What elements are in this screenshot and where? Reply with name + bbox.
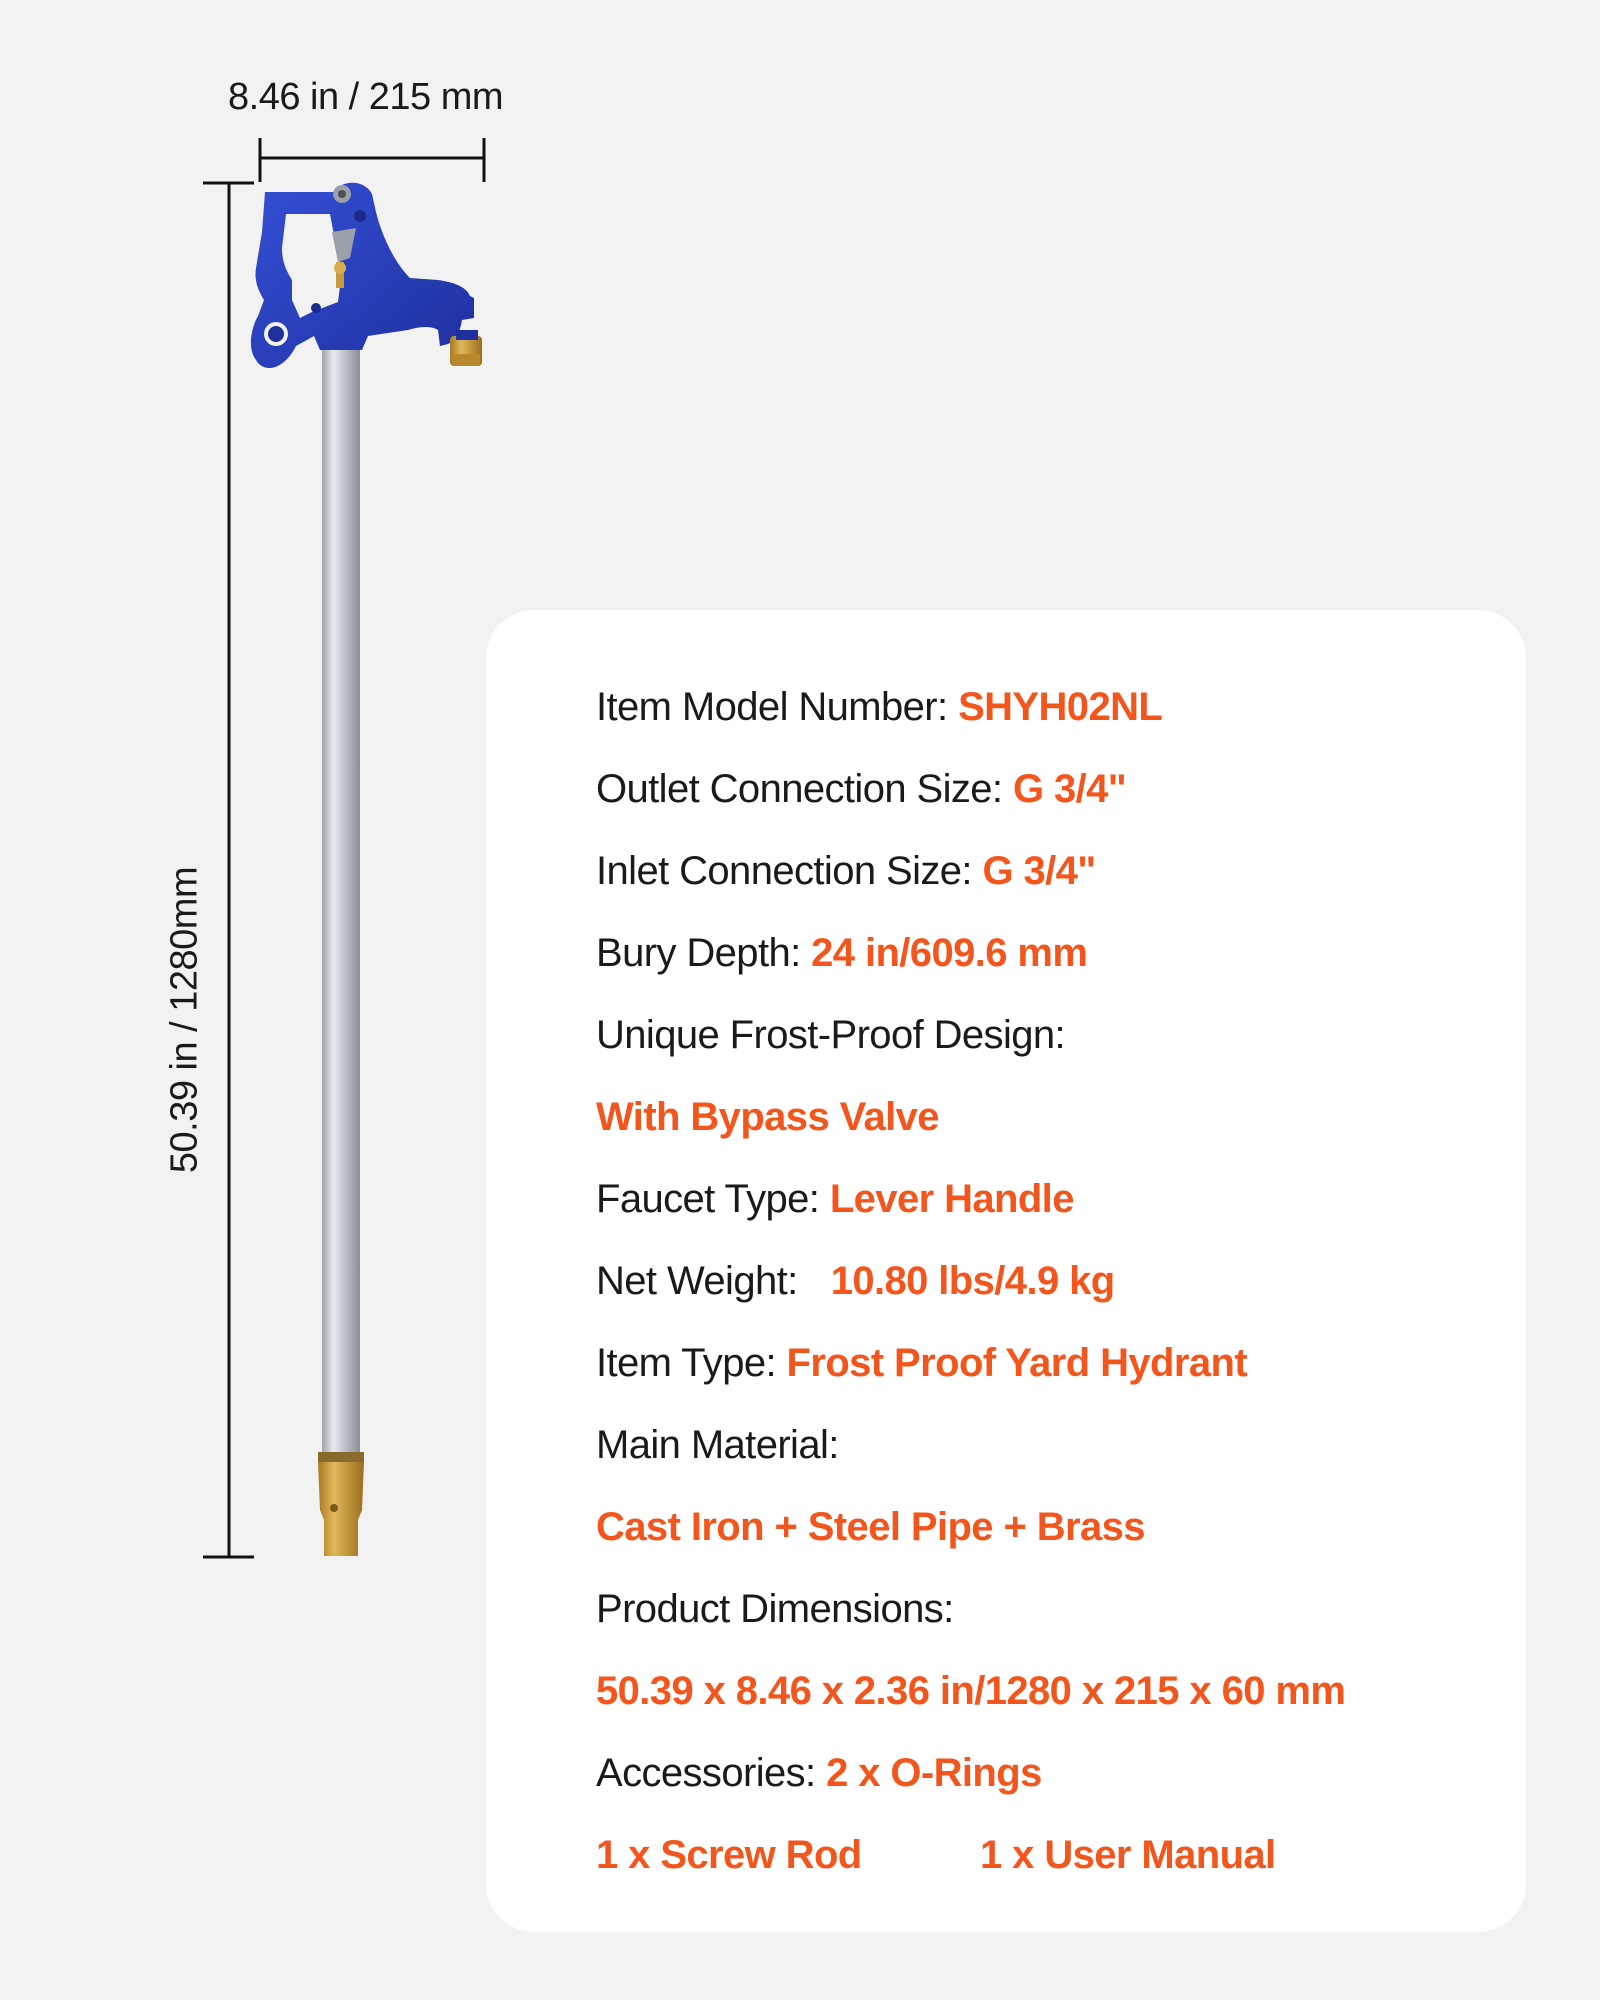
spec-dimensions-label: Product Dimensions: xyxy=(596,1587,954,1631)
spec-dimensions-value: 50.39 x 8.46 x 2.36 in/1280 x 215 x 60 mm xyxy=(596,1669,1346,1713)
spec-accessories-value-1: 2 x O-Rings xyxy=(826,1751,1042,1795)
spec-design-value-row xyxy=(596,1092,939,1142)
spec-type-row xyxy=(596,1338,1247,1388)
spec-bury-row xyxy=(596,928,1087,978)
width-dimension-line xyxy=(260,138,484,182)
spec-outlet-value: G 3/4" xyxy=(1012,767,1127,811)
spec-type-label: Item Type: xyxy=(596,1341,777,1385)
blue-lever-handle xyxy=(251,183,474,368)
spec-model-value: SHYH02NL xyxy=(958,685,1163,729)
width-dimension-label: 8.46 in / 215 mm xyxy=(228,76,504,118)
spec-bury-label: Bury Depth: xyxy=(596,931,801,975)
spec-faucet-row xyxy=(596,1174,1074,1224)
spec-design-label: Unique Frost-Proof Design: xyxy=(596,1013,1066,1057)
spec-faucet-label: Faucet Type: xyxy=(596,1177,820,1221)
spec-weight-label: Net Weight: xyxy=(596,1259,798,1303)
height-dimension-label: 50.39 in / 1280mm xyxy=(163,866,206,1174)
steel-pipe xyxy=(322,350,360,1458)
height-dimension-line xyxy=(203,183,254,1557)
spec-material-row xyxy=(596,1420,839,1470)
brass-inlet xyxy=(318,1452,364,1556)
spec-accessories-values-row xyxy=(596,1830,862,1880)
spec-bury-value: 24 in/609.6 mm xyxy=(811,931,1088,975)
spec-outlet-row xyxy=(596,764,1126,814)
spec-faucet-value: Lever Handle xyxy=(829,1177,1074,1221)
spec-dimensions-row xyxy=(596,1584,954,1634)
spec-weight-row xyxy=(596,1256,1115,1306)
spec-material-value-row xyxy=(596,1502,1145,1552)
spec-accessories-value-2: 1 x Screw Rod xyxy=(596,1833,862,1877)
spec-outlet-label: Outlet Connection Size: xyxy=(596,767,1003,811)
spec-dimensions-value-row xyxy=(596,1666,1345,1716)
spec-material-label: Main Material: xyxy=(596,1423,839,1467)
spec-inlet-label: Inlet Connection Size: xyxy=(596,849,972,893)
spec-model-row xyxy=(596,682,1162,732)
spec-accessories-label: Accessories: xyxy=(596,1751,816,1795)
spec-type-value: Frost Proof Yard Hydrant xyxy=(786,1341,1248,1385)
spec-accessories-value-3: 1 x User Manual xyxy=(980,1833,1276,1877)
spec-design-row xyxy=(596,1010,1065,1060)
specifications-card xyxy=(486,610,1526,1932)
spec-material-value: Cast Iron + Steel Pipe + Brass xyxy=(596,1505,1145,1549)
spec-design-value: With Bypass Valve xyxy=(596,1095,939,1139)
spec-accessories-values-row-2 xyxy=(980,1830,1276,1880)
spec-inlet-row xyxy=(596,846,1096,896)
spec-model-label: Item Model Number: xyxy=(596,685,948,729)
spec-accessories-row xyxy=(596,1748,1042,1798)
spec-weight-value: 10.80 lbs/4.9 kg xyxy=(830,1259,1115,1303)
spec-inlet-value: G 3/4" xyxy=(982,849,1096,893)
